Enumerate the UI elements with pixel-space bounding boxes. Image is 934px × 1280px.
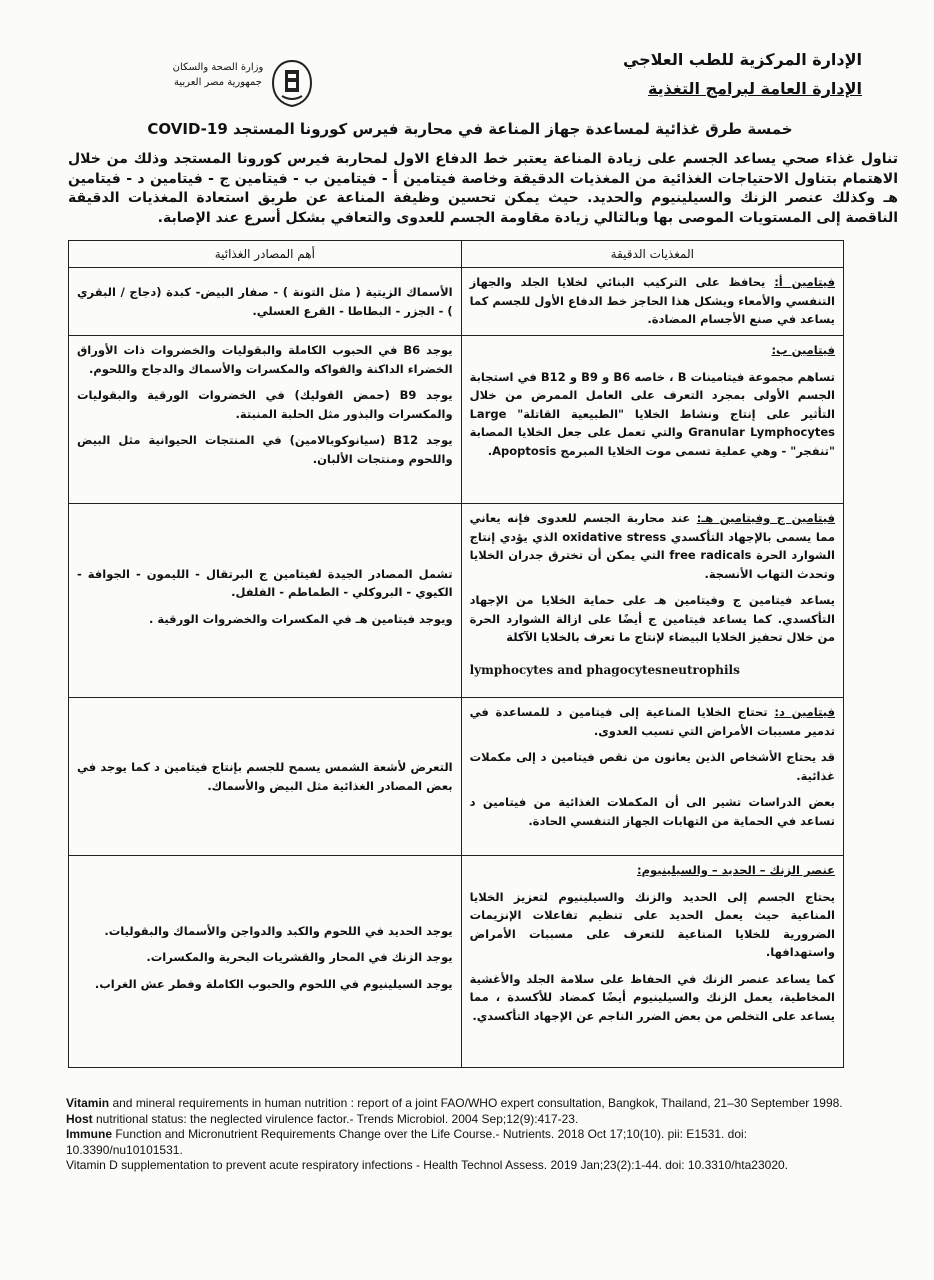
nutrient-heading: عنصر الزنك – الحديد – والسيلينيوم: [637, 863, 835, 877]
source-b12: يوجد B12 (سيانوكوبالامين) في المنتجات الحيوانية مثل البيض واللحوم ومنتجات الألبان. [77, 433, 453, 466]
title-code: COVID-19 [147, 120, 228, 138]
table-row [69, 268, 844, 336]
nutrient-cell-vitamin-c-e [461, 504, 843, 698]
nutrient-heading: فيتامين أ: [774, 275, 835, 289]
nutrient-heading: فيتامين ب: [771, 343, 835, 357]
header-organization [623, 50, 862, 98]
nutrient-text-2: كما يساعد عنصر الزنك في الحفاظ على سلامة الجلد والأغشية المخاطية، يعمل الزنك والسيلينيوم أيضًا كمضاد للأكسدة ، مما يساعد على التخلص من بعض الضرر الناجم عن الإجهاد التأكسدي. [469, 971, 835, 1023]
reference-item: Vitamin and mineral requirements in human nutrition : report of a joint FAO/WHO expert consultation, Bangkok, Thailand, 21–30 September 1998. [66, 1096, 843, 1110]
source-vitamin-c: تشمل المصادر الجيدة لفيتامين ج البرتقال - الليمون - الجوافة - الكيوي - البروكلي - الطماطم - الفلفل. [77, 566, 453, 600]
sources-cell-vitamin-c-e [69, 504, 462, 698]
table-row [69, 698, 844, 856]
source-selenium: يوجد السيلينيوم في اللحوم والحبوب الكاملة وفطر عش الغراب. [94, 976, 453, 991]
header-nutrients: المغذيات الدقيقة [461, 241, 843, 268]
sources-cell-vitamin-d: التعرض لأشعة الشمس يسمح للجسم بإنتاج فيتامين د كما يوجد في بعض المصادر الغذائية مثل البيض والأسماك. [69, 698, 462, 856]
source-zinc: يوجد الزنك في المحار والقشريات البحرية والمكسرات. [146, 950, 453, 965]
page-title [90, 120, 850, 138]
table-header-row [69, 241, 844, 268]
source-iron: يوجد الحديد في اللحوم والكبد والدواجن والأسماك والبقوليات. [104, 923, 453, 938]
references [66, 1096, 866, 1174]
nutrient-text-3: بعض الدراسات تشير الى أن المكملات الغذائية من فيتامين د تساعد في الحماية من التهابات الجهاز التنفسي الحادة. [469, 795, 835, 828]
nutrient-cell-vitamin-b [461, 336, 843, 504]
source-vitamin-e: ويوجد فيتامين هـ في المكسرات والخضروات الورقية . [149, 611, 453, 626]
source-b9: يوجد B9 (حمض الفوليك) في الخضروات الورقية والبقوليات والمكسرات والبذور مثل الحلبة المنبتة. [77, 388, 453, 421]
dept-name: الإدارة العامة لبرامج التغذية [647, 79, 862, 98]
nutrient-text: تساهم مجموعة فيتامينات B ، خاصه B6 و B9 و B12 في استجابة الجسم الأولى بمجرد التعرف على العامل الممرض من خلال التأثير على إنتاج ونشاط الخلايا "الطبيعية القاتلة" Large Granular Lymphocytes والتي تعمل على جعل الخلايا المصابة "تنفجر" - وهي عملية تسمى موت الخلايا المبرمج Apoptosis. [469, 369, 836, 458]
nutrients-table [68, 240, 844, 1068]
nutrient-heading: فيتامين د: [774, 705, 836, 719]
source-b6: يوجد B6 في الحبوب الكاملة والبقوليات والخضروات ذات الأوراق الخضراء الداكنة والفواكه والمكسرات والأسماك والدجاج واللحوم. [77, 343, 453, 376]
nutrient-text: تحتاج الخلايا المناعية إلى فيتامين د للمساعدة في تدمير مسببات الأمراض التي تسبب العدوى. [469, 705, 835, 738]
nutrient-text: يحافظ على التركيب البنائي لخلايا الجلد والجهاز التنفسي والأمعاء ويشكل هذا الحاجز خط الدفاع الأول للجسم كما يساعد في صنع الأجسام المضادة. [469, 275, 835, 326]
immune-cells-english: lymphocytes and phagocytesneutrophils [469, 662, 740, 677]
nutrient-text-2: قد يحتاج الأشخاص الذين يعانون من نقص فيتامين د إلى مكملات غذائية. [469, 750, 835, 783]
reference-item: Immune Function and Micronutrient Requirements Change over the Life Course.- Nutrients. 2018 Oct 17;10(10). pii: E1531. doi: 10.3390/nu10101531. [66, 1127, 748, 1157]
ministry-emblem-icon [268, 58, 316, 108]
intro-paragraph: تناول غذاء صحي يساعد الجسم على زيادة المناعة يعتبر خط الدفاع الاول لمحاربة فيرس كورونا المستجد وذلك من خلال الاهتمام بتناول الاحتياجات الغذائية من المغذيات الدقيقة وخاصة فيتامين أ - فيتامين ب - فيتامين ج - فيتامين د - فيتامين هـ وكذلك عنصر الزنك والسيلينيوم والحديد. حيث يمكن تحسين وظيفة المناعة عن طريق استعادة المغذيات الدقيقة الناقصة إلى المستويات الموصى بها وبالتالي زيادة مقاومة الجسم للعدوى والتعافي بشكل أسرع عند الإصابة. [68, 151, 898, 226]
title-arabic: خمسة طرق غذائية لمساعدة جهاز المناعة في محاربة فيرس كورونا المستجد [233, 120, 793, 138]
sources-cell-vitamin-b [69, 336, 462, 504]
header-sources: أهم المصادر الغذائية [69, 241, 462, 268]
sources-cell-minerals [69, 856, 462, 1068]
reference-item: Host nutritional status: the neglected virulence factor.- Trends Microbiol. 2004 Sep;12(9):417-23. [66, 1111, 579, 1126]
nutrient-cell-vitamin-d [461, 698, 843, 856]
table-row [69, 336, 844, 504]
nutrient-text: يحتاج الجسم إلى الحديد والزنك والسيلينيوم لتعزيز الخلايا المناعية حيث يعمل الحديد على تنظيم تفاعلات الإنزيمات الضرورية للخلايا المناعية للتعرف على مسببات الأمراض واستهدافها. [469, 889, 835, 959]
country-name: جمهورية مصر العربية [174, 77, 262, 88]
nutrient-heading: فيتامين ج وفيتامين هـ: [696, 511, 835, 525]
nutrient-text: عند محاربة الجسم للعدوى فإنه يعاني مما يسمى بالإجهاد التأكسدي oxidative stress الذي يؤدي إنتاج الشوارد الحرة free radicals التي يمكن أن تخترق جدران الخلايا وتحدث التهاب الأنسجة. [469, 511, 836, 581]
table-row [69, 856, 844, 1068]
nutrient-cell-minerals [461, 856, 843, 1068]
nutrient-cell-vitamin-a [461, 268, 843, 336]
ministry-label [168, 60, 268, 90]
nutrient-text-2: يساعد فيتامين ج وفيتامين هـ على حماية الخلايا من الإجهاد التأكسدي. كما يساعد فيتامين ج أيضًا على ازالة الشوارد الحرة من خلال تحفيز الخلايا البيضاء لإنتاج ما تعرف بالخلايا الآكلة [469, 593, 835, 644]
sources-cell-vitamin-a: الأسماك الزيتية ( مثل التونة ) - صفار البيض- كبدة (دجاج / البقري ) - الجزر - البطاطا - القرع العسلي. [69, 268, 462, 336]
org-name: الإدارة المركزية للطب العلاجي [622, 50, 862, 69]
table-row [69, 504, 844, 698]
reference-item: Vitamin D supplementation to prevent acute respiratory infections - Health Technol Assess. 2019 Jan;23(2):1-44. doi: 10.3310/hta23020. [66, 1158, 788, 1172]
ministry-name: وزارة الصحة والسكان [172, 62, 264, 73]
